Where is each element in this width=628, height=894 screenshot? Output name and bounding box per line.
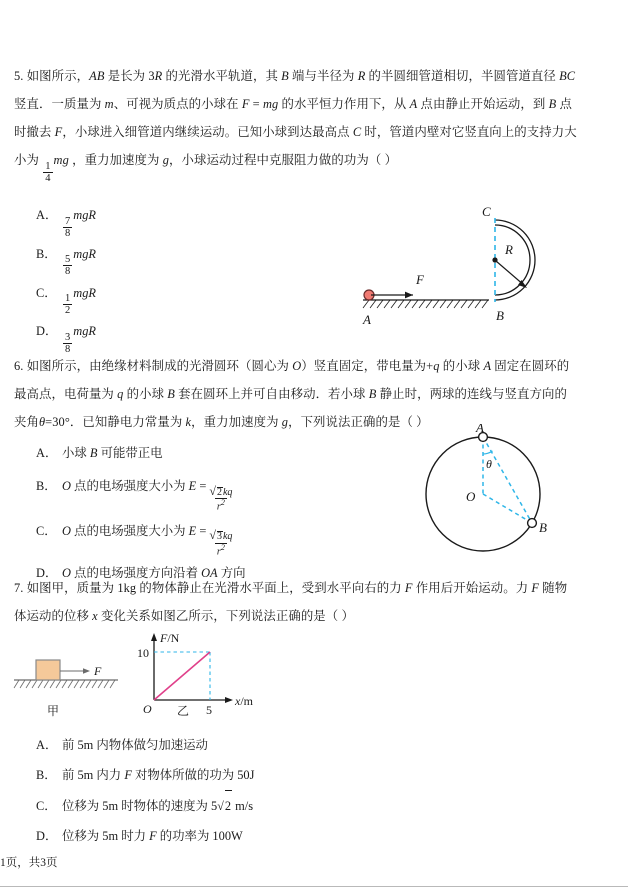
force-arrowhead <box>405 292 413 299</box>
q6-stem-line-3: 夹角θ=30°．已知静电力常量为 k，重力加速度为 g，下列说法正确的是（ ） <box>14 415 429 429</box>
q7-option-d[interactable] <box>36 821 254 851</box>
q5-option-b[interactable] <box>36 239 96 278</box>
q6-label-B: B <box>539 520 547 535</box>
question-7-figure-yi <box>122 628 262 718</box>
q6-option-b-label: B． <box>36 479 57 493</box>
q5-label-F: F <box>416 272 424 287</box>
q7-option-b-label: B． <box>36 768 57 782</box>
q6-option-b-fraction: $\frac{√2kq}{r^2}$ <box>209 483 233 513</box>
q5-label-B: B <box>496 308 504 323</box>
q5-option-d-expr: mgR <box>73 324 96 339</box>
q5-label-A: A <box>363 312 371 327</box>
q6-option-a[interactable] <box>36 438 245 468</box>
ball-b <box>528 519 537 528</box>
block-force-arrowhead <box>83 668 90 674</box>
q6-diagram-svg <box>408 424 608 559</box>
q6-option-b-text: O 点的电场强度大小为 E = <box>62 479 207 493</box>
q6-stem-line-1: 6. 如图所示，由绝缘材料制成的光滑圆环（圆心为 O）竖直固定，带电量为+q 的小球 A 固定在圆环的 <box>14 359 570 373</box>
question-7-figure-jia <box>8 636 128 716</box>
question-5-stem <box>14 62 577 184</box>
q5-option-c-fraction: $\frac{1}{2}$ <box>65 293 71 317</box>
question-5-figure <box>355 196 615 336</box>
q5-option-b-expr: mgR <box>73 246 96 261</box>
q5-option-d-label: D． <box>36 324 58 339</box>
q5-stem-line-4: 小为 $\frac{1}{4}$ mg ，重力加速度为 g，小球运动过程中克服阻力做的功为（ ） <box>14 153 398 184</box>
q6-option-a-label: A． <box>36 446 58 460</box>
q7-option-c-pre: 位移为 5m 时物体的速度为 5 <box>62 799 218 813</box>
q5-option-d-fraction: $\frac{3}{8}$ <box>65 331 71 355</box>
q5-diagram-svg <box>355 196 615 336</box>
q5-option-a-expr: mgR <box>73 208 96 222</box>
q5-label-C: C <box>482 204 491 219</box>
q5-stem-line-2: 竖直．一质量为 m、可视为质点的小球在 F = mg 的水平恒力作用下，从 A 点由静止开始运动，到 B 点 <box>14 97 572 111</box>
q6-option-c-fraction: $\frac{√3kq}{r^2}$ <box>209 528 233 558</box>
line-a-b-dashed <box>483 437 532 523</box>
bottom-rule <box>0 886 628 887</box>
q7-option-c-radicand: 2 <box>225 790 232 821</box>
origin-label: O <box>143 702 152 716</box>
data-line <box>154 652 210 700</box>
ground-hatching <box>363 300 488 308</box>
q5-option-c[interactable] <box>36 278 96 317</box>
question-7-options <box>36 730 254 851</box>
q6-option-c-label: C． <box>36 523 57 538</box>
q6-stem-line-2: 最高点，电荷量为 q 的小球 B 套在圆环上并可自由移动．若小球 B 静止时，两球的连线与竖直方向的 <box>14 387 567 401</box>
x-axis-arrowhead <box>225 697 233 703</box>
question-7-stem <box>14 574 567 630</box>
line-o-b-dashed <box>483 494 532 523</box>
q6-option-c[interactable] <box>36 513 245 558</box>
q5-stem-line-3: 时撤去 F，小球进入细管道内继续运动。已知小球到达最高点 C 时，管道内壁对它竖直向上的支持力大 <box>14 125 577 139</box>
q7-stem-line-1: 7. 如图甲，质量为 1kg 的物体静止在光滑水平面上，受到水平向右的力 F 作用后开始运动。力 F 随物 <box>14 581 568 595</box>
q7-option-b[interactable] <box>36 760 254 790</box>
q7-block-force-label: F <box>94 664 102 678</box>
q5-option-a-label: A． <box>36 208 58 222</box>
q6-option-a-text: 小球 B 可能带正电 <box>62 446 163 460</box>
q7-option-d-label: D． <box>36 829 58 843</box>
q6-label-O: O <box>466 489 476 504</box>
q7-option-c-radical-sign: √ <box>217 799 224 813</box>
q7-option-a-label: A． <box>36 738 58 752</box>
ground-hatching-7 <box>14 680 115 688</box>
q5-option-a-fraction: $\frac{7}{8}$ <box>65 215 71 239</box>
q6-label-A: A <box>476 424 484 435</box>
q6-option-b[interactable] <box>36 468 245 513</box>
question-6-figure <box>408 424 608 559</box>
page-footer: 1页，共3页 <box>0 857 58 869</box>
y-axis-label: F/N <box>160 631 180 645</box>
q6-option-d-text: O 点的电场强度方向沿着 OA 方向 <box>62 565 246 580</box>
angle-arc-theta <box>483 451 493 454</box>
q5-option-b-label: B． <box>36 246 57 261</box>
q7-block-svg <box>8 636 128 716</box>
q5-option-c-expr: mgR <box>73 285 96 300</box>
q6-option-d-label: D． <box>36 565 58 580</box>
q7-option-a-text: 前 5m 内物体做匀加速运动 <box>62 738 208 752</box>
y-axis-arrowhead <box>151 633 157 641</box>
q5-option-a[interactable] <box>36 200 96 239</box>
figure-caption-jia: 甲 <box>47 704 60 718</box>
q6-option-c-text: O 点的电场强度大小为 E = <box>62 523 207 538</box>
q5-option-d[interactable] <box>36 316 96 355</box>
q7-option-a[interactable] <box>36 730 254 760</box>
block <box>36 660 60 680</box>
q7-option-b-text: 前 5m 内力 F 对物体所做的功为 50J <box>62 768 255 782</box>
q7-option-c[interactable] <box>36 790 254 821</box>
q5-option-b-fraction: $\frac{5}{8}$ <box>65 254 71 278</box>
x-tick-5: 5 <box>206 703 212 717</box>
q5-stem-line-1: 5. 如图所示，AB 是长为 3R 的光滑水平轨道，其 B 端与半径为 R 的半圆细管道相切，半圆管道直径 BC <box>14 69 576 83</box>
q5-label-R: R <box>505 242 513 257</box>
q5-option-c-label: C． <box>36 285 57 300</box>
q7-stem-line-2: 体运动的位移 x 变化关系如图乙所示，下列说法正确的是（ ） <box>14 609 354 623</box>
q7-option-c-label: C． <box>36 799 57 813</box>
y-tick-10: 10 <box>137 646 149 660</box>
q7-option-d-text: 位移为 5m 时力 F 的功率为 100W <box>62 829 243 843</box>
q7-option-c-post: m/s <box>232 799 254 813</box>
question-6-options <box>36 438 245 588</box>
figure-caption-yi: 乙 <box>177 704 190 718</box>
x-axis-label: x/m <box>235 694 253 708</box>
q7-graph-svg <box>122 628 262 718</box>
question-5-options <box>36 200 96 355</box>
q6-label-theta: θ <box>486 457 492 471</box>
